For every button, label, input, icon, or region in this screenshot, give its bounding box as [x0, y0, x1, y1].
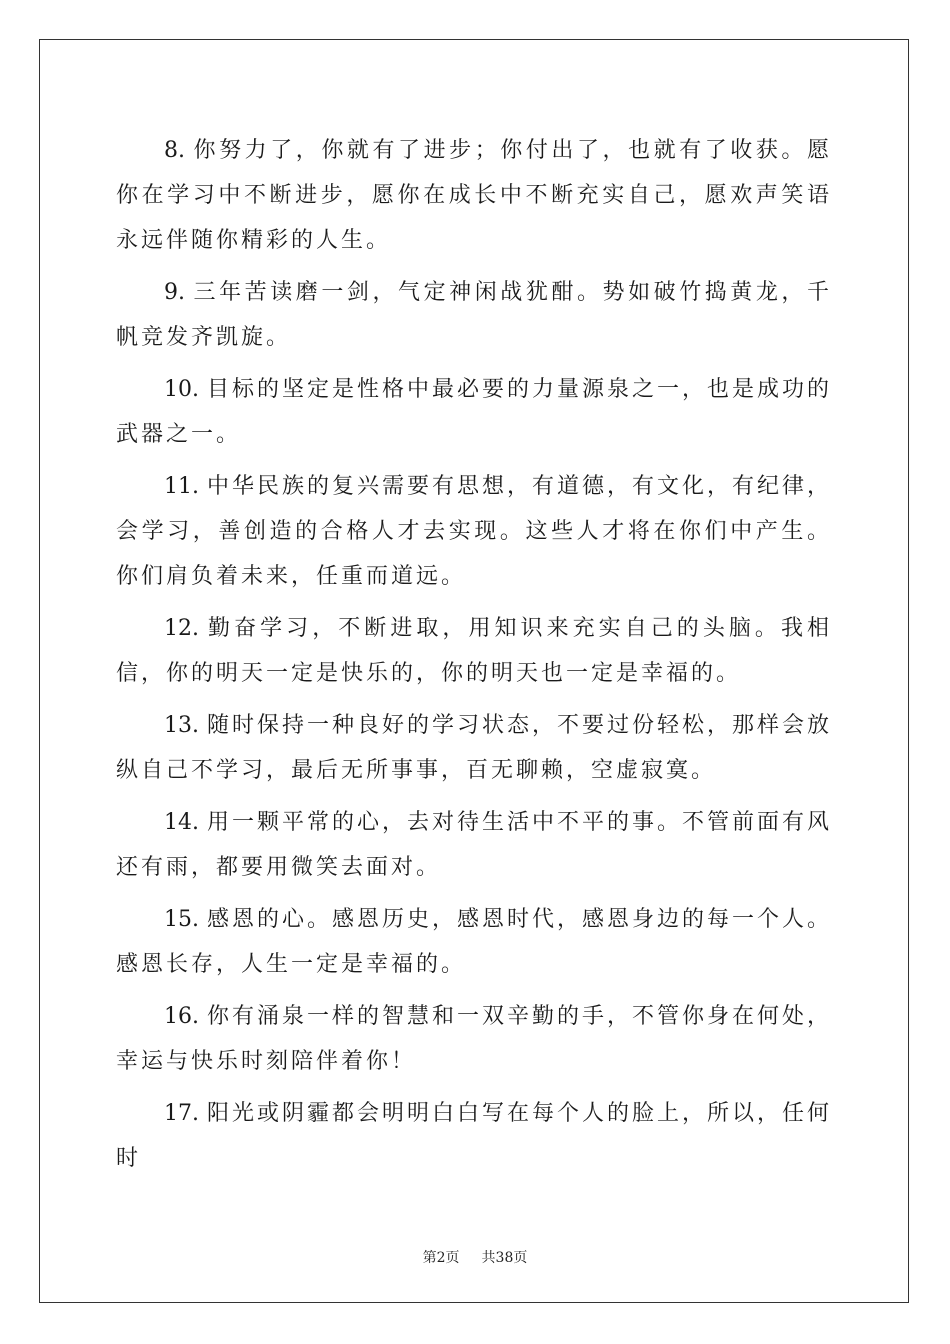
paragraph-number: 14.: [164, 810, 199, 835]
paragraph-10: [116, 367, 832, 457]
paragraph-text: 中华民族的复兴需要有思想，有道德，有文化，有纪律，会学习，善创造的合格人才去实现。这些人才将在你们中产生。你们肩负着未来，任重而道远。: [116, 474, 833, 589]
paragraph-8: [116, 128, 832, 263]
paragraph-text: 感恩的心。感恩历史，感恩时代，感恩身边的每一个人。感恩长存，人生一定是幸福的。: [116, 907, 833, 977]
paragraph-13: [116, 703, 832, 793]
paragraph-number: 10.: [164, 377, 199, 402]
paragraph-number: 11.: [164, 474, 199, 499]
document-body: [116, 128, 832, 1188]
paragraph-text: 阳光或阴霾都会明明白白写在每个人的脸上，所以，任何时: [116, 1101, 833, 1171]
paragraph-14: [116, 800, 832, 890]
paragraph-number: 8.: [164, 138, 185, 163]
paragraph-number: 9.: [164, 280, 185, 305]
paragraph-16: [116, 994, 832, 1084]
page-footer: [0, 1247, 950, 1267]
paragraph-text: 三年苦读磨一剑，气定神闲战犹酣。势如破竹捣黄龙，千帆竞发齐凯旋。: [116, 280, 832, 350]
paragraph-text: 你努力了，你就有了进步；你付出了，也就有了收获。愿你在学习中不断进步，愿你在成长中不断充实自己，愿欢声笑语永远伴随你精彩的人生。: [116, 138, 832, 253]
paragraph-number: 12.: [164, 616, 199, 641]
paragraph-17: [116, 1091, 832, 1181]
paragraph-9: [116, 270, 832, 360]
paragraph-11: [116, 464, 832, 599]
paragraph-text: 你有涌泉一样的智慧和一双辛勤的手，不管你身在何处，幸运与快乐时刻陪伴着你！: [116, 1004, 833, 1074]
paragraph-number: 13.: [164, 713, 199, 738]
paragraph-text: 用一颗平常的心，去对待生活中不平的事。不管前面有风还有雨，都要用微笑去面对。: [116, 810, 833, 880]
page-number: 第2页: [422, 1250, 460, 1266]
paragraph-15: [116, 897, 832, 987]
paragraph-number: 15.: [164, 907, 199, 932]
paragraph-number: 17.: [164, 1101, 199, 1126]
paragraph-text: 随时保持一种良好的学习状态，不要过份轻松，那样会放纵自己不学习，最后无所事事，百无聊赖，空虚寂寞。: [116, 713, 833, 783]
paragraph-text: 目标的坚定是性格中最必要的力量源泉之一，也是成功的武器之一。: [116, 377, 833, 447]
paragraph-number: 16.: [164, 1004, 199, 1029]
paragraph-12: [116, 606, 832, 696]
total-pages: 共38页: [481, 1250, 528, 1266]
paragraph-text: 勤奋学习，不断进取，用知识来充实自己的头脑。我相信，你的明天一定是快乐的，你的明天也一定是幸福的。: [116, 616, 832, 686]
